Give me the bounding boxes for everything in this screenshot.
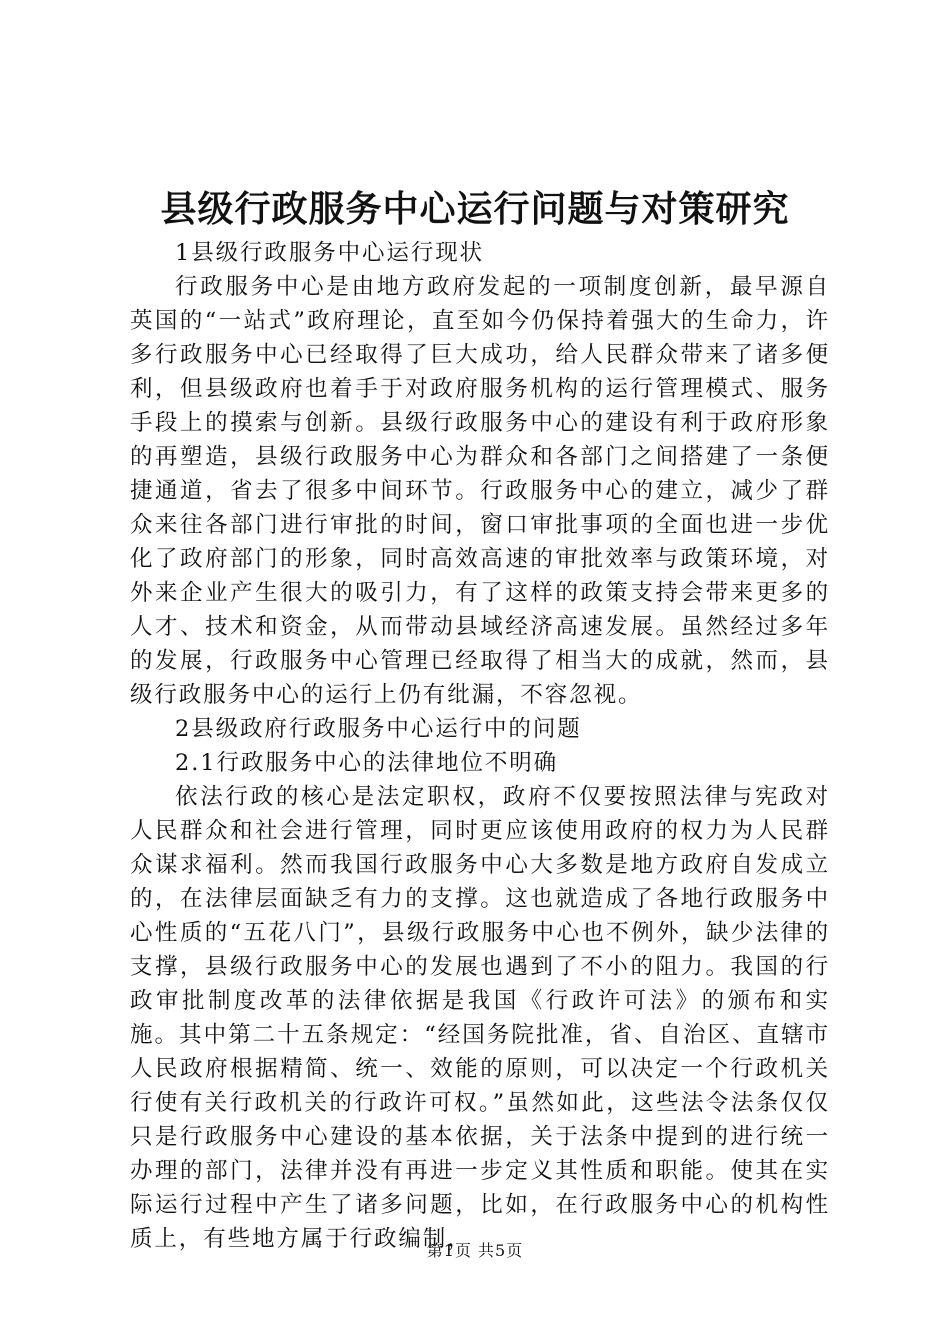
document-title: 县级行政服务中心运行问题与对策研究 — [160, 188, 790, 230]
subsection-heading: 2.1行政服务中心的法律地位不明确 — [175, 750, 559, 776]
document-body — [130, 236, 830, 1256]
section-heading: 2县级政府行政服务中心运行中的问题 — [175, 716, 582, 742]
body-paragraph: 依法行政的核心是法定职权，政府不仅要按照法律与宪政对人民群众和社会进行管理，同时更应该使用政府的权力为人民群众谋求福利。然而我国行政服务中心大多数是地方政府自发成立的，在法律层面缺乏有力的支撑。这也就造成了各地行政服务中心性质的“五花八门”，县级行政服务中心也不例外，缺少法律的支撑，县级行政服务中心的发展也遇到了不小的阻力。我国的行政审批制度改革的法律依据是我国《行政许可法》的颁布和实施。其中第二十五条规定：“经国务院批准，省、自治区、直辖市人民政府根据精简、统一、效能的原则，可以决定一个行政机关行使有关行政机关的行政许可权。”虽然如此，这些法令法条仅仅只是行政服务中心建设的基本依据，关于法条中提到的进行统一办理的部门，法律并没有再进一步定义其性质和职能。使其在实际运行过程中产生了诸多问题，比如，在行政服务中心的机构性质上，有些地方属于行政编制， — [130, 784, 830, 1252]
page-number-footer: 第1页 共5页 — [426, 1241, 524, 1260]
section-heading: 1县级行政服务中心运行现状 — [175, 240, 485, 266]
body-paragraph: 行政服务中心是由地方政府发起的一项制度创新，最早源自英国的“一站式”政府理论，直至如今仍保持着强大的生命力，许多行政服务中心已经取得了巨大成功，给人民群众带来了诸多便利，但县级政府也着手于对政府服务机构的运行管理模式、服务手段上的摸索与创新。县级行政服务中心的建设有利于政府形象的再塑造，县级行政服务中心为群众和各部门之间搭建了一条便捷通道，省去了很多中间环节。行政服务中心的建立，减少了群众来往各部门进行审批的时间，窗口审批事项的全面也进一步优化了政府部门的形象，同时高效高速的审批效率与政策环境，对外来企业产生很大的吸引力，有了这样的政策支持会带来更多的人才、技术和资金，从而带动县域经济高速发展。虽然经过多年的发展，行政服务中心管理已经取得了相当大的成就，然而，县级行政服务中心的运行上仍有纰漏，不容忽视。 — [130, 274, 830, 708]
